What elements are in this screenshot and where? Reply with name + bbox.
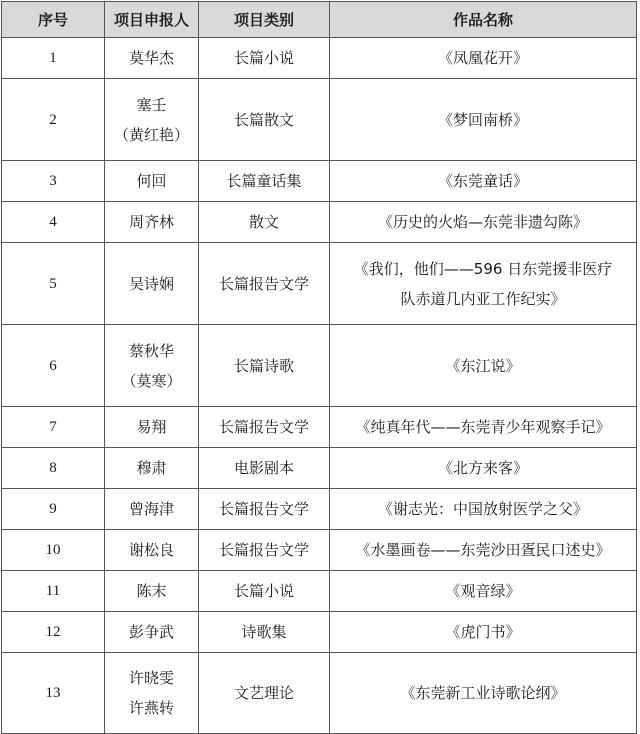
- row-num: 9: [2, 489, 105, 530]
- row-title: 《水墨画卷——东莞沙田疍民口述史》: [330, 530, 637, 571]
- row-title: 《梦回南桥》: [330, 79, 637, 161]
- row-title: 《虎门书》: [330, 612, 637, 653]
- table-row: [2, 202, 637, 243]
- row-applicant: 莫华杰: [105, 38, 199, 79]
- row-applicant: 曾海津: [105, 489, 199, 530]
- table-row: [2, 38, 637, 79]
- row-applicant: 易翔: [105, 407, 199, 448]
- row-title: 《谢志光：中国放射医学之父》: [330, 489, 637, 530]
- row-applicant: 陈末: [105, 571, 199, 612]
- row-applicant: 彭争武: [105, 612, 199, 653]
- title-line: 队赤道几内亚工作纪实》: [400, 289, 566, 308]
- row-num: 2: [2, 79, 105, 161]
- table-row: [2, 530, 637, 571]
- row-category: 散文: [199, 202, 330, 243]
- row-category: 长篇小说: [199, 571, 330, 612]
- header-num: 序号: [2, 2, 105, 38]
- applicant-line: 许燕转: [128, 699, 174, 717]
- applicant-line: （黄红艳）: [113, 125, 189, 144]
- row-title: 《东莞童话》: [330, 161, 637, 202]
- table-row: [2, 612, 637, 653]
- table-row: [2, 653, 637, 734]
- table-row: [2, 161, 637, 202]
- row-category: 长篇诗歌: [199, 325, 330, 407]
- header-category: 项目类别: [199, 2, 330, 38]
- row-applicant: [105, 325, 199, 407]
- row-num: 13: [2, 653, 105, 734]
- row-category: 长篇报告文学: [199, 489, 330, 530]
- row-category: 长篇散文: [199, 79, 330, 161]
- table-row: [2, 79, 637, 161]
- row-title: 《历史的火焰—东莞非遗勾陈》: [330, 202, 637, 243]
- table-row: [2, 448, 637, 489]
- row-num: 8: [2, 448, 105, 489]
- row-title: 《凤凰花开》: [330, 38, 637, 79]
- title-line: 《我们，他们——596 日东莞援非医疗: [353, 259, 613, 278]
- row-num: 4: [2, 202, 105, 243]
- row-title: 《东江说》: [330, 325, 637, 407]
- row-category: 电影剧本: [199, 448, 330, 489]
- row-category: 长篇报告文学: [199, 530, 330, 571]
- row-applicant: [105, 653, 199, 734]
- row-title: 《观音绿》: [330, 571, 637, 612]
- table-row: [2, 489, 637, 530]
- row-applicant: 何回: [105, 161, 199, 202]
- header-applicant: 项目申报人: [105, 2, 199, 38]
- row-num: 3: [2, 161, 105, 202]
- row-category: 长篇童话集: [199, 161, 330, 202]
- row-title: 《纯真年代——东莞青少年观察手记》: [330, 407, 637, 448]
- row-title: 《北方来客》: [330, 448, 637, 489]
- applicant-line: 许晓雯: [128, 669, 174, 687]
- applicant-line: 蔡秋华: [128, 341, 174, 360]
- applicant-line: 塞壬: [136, 95, 167, 114]
- table-row: [2, 325, 637, 407]
- table-row: [2, 407, 637, 448]
- row-category: 长篇报告文学: [199, 407, 330, 448]
- project-table: [1, 1, 637, 734]
- row-category: 诗歌集: [199, 612, 330, 653]
- row-applicant: 谢松良: [105, 530, 199, 571]
- row-title: 《东莞新工业诗歌论纲》: [330, 653, 637, 734]
- row-applicant: 周齐林: [105, 202, 199, 243]
- row-num: 6: [2, 325, 105, 407]
- row-applicant: [105, 79, 199, 161]
- header-row: [2, 2, 637, 38]
- row-num: 10: [2, 530, 105, 571]
- row-applicant: 穆肃: [105, 448, 199, 489]
- row-category: 长篇报告文学: [199, 243, 330, 325]
- table-row: [2, 571, 637, 612]
- applicant-line: （莫寒）: [121, 371, 182, 390]
- row-num: 5: [2, 243, 105, 325]
- row-applicant: 吴诗娴: [105, 243, 199, 325]
- row-category: 文艺理论: [199, 653, 330, 734]
- row-num: 7: [2, 407, 105, 448]
- row-num: 12: [2, 612, 105, 653]
- row-num: 1: [2, 38, 105, 79]
- table-row: [2, 243, 637, 325]
- row-title: [330, 243, 637, 325]
- row-num: 11: [2, 571, 105, 612]
- header-title: 作品名称: [330, 2, 637, 38]
- row-category: 长篇小说: [199, 38, 330, 79]
